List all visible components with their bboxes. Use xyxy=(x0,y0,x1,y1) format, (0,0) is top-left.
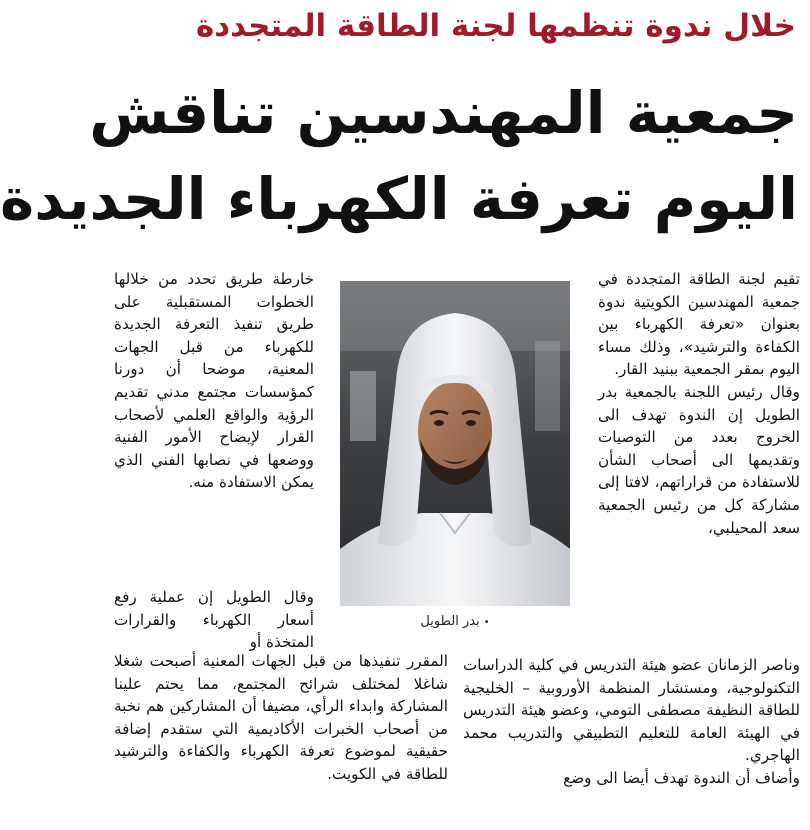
right-column xyxy=(598,268,800,539)
paragraph: خارطة طريق تحدد من خلالها الخطوات المستقبلية على طريق تنفيذ التعرفة الجديدة للكهرباء من قبل الجهات المعنية، موضحا أن دورنا كمؤسسات مجتمع مدني تقديم الرؤية والواقع العلمي لأصحاب القرار لإيضاح الأمور الفنية ووضعها في نصابها الفني الذي يمكن الاستفادة منه. xyxy=(114,270,314,492)
paragraph: وأضاف أن الندوة تهدف أيضا الى وضع xyxy=(563,768,800,787)
article-headline xyxy=(0,70,798,242)
caption-bullet: • xyxy=(483,617,490,628)
left-column-top xyxy=(114,268,314,494)
portrait-image xyxy=(340,281,570,606)
bottom-right-column xyxy=(463,654,800,790)
headline-line-2: اليوم تعرفة الكهرباء الجديدة xyxy=(0,165,798,233)
article-photo xyxy=(340,281,570,606)
headline-line-1: جمعية المهندسين تناقش xyxy=(89,79,798,147)
paragraph: المقرر تنفيذها من قبل الجهات المعنية أصبحت شغلا شاغلا لمختلف شرائح المجتمع، مما يحتم علينا المشاركة وابداء الرأي، مضيفا أن المشاركين هم نخبة من أصحاب الخبرات الأكاديمية التي ستقدم إضافة حقيقية لموضوع تعرفة الكهرباء والكفاءة والترشيد للطاقة في الكويت. xyxy=(114,652,448,783)
photo-caption xyxy=(340,613,570,632)
article-kicker: خلال ندوة تنظمها لجنة الطاقة المتجددة xyxy=(195,8,796,44)
paragraph: تقيم لجنة الطاقة المتجددة في جمعية المهندسين الكويتية ندوة بعنوان «تعرفة الكهرباء بين الكفاءة والترشيد»، وذلك مساء اليوم بمقر الجمعية ببنيد القار. xyxy=(598,270,800,379)
paragraph: وقال رئيس اللجنة بالجمعية بدر الطويل إن الندوة تهدف الى الخروج بعدد من التوصيات وتقديمها الى أصحاب الشأن للاستفادة من قراراتهم، لافتا إلى مشاركة كل من رئيس الجمعية سعد المحيلبي، xyxy=(598,382,800,537)
paragraph: وناصر الزمانان عضو هيئة التدريس في كلية الدراسات التكنولوجية، ومستشار المنظمة الأوروبية – الخليجية للطاقة النظيفة مصطفى التومي، وعضو هيئة التدريس في الهيئة العامة للتعليم التطبيقي والتدريب محمد الهاجري. xyxy=(463,656,800,765)
bottom-left-column xyxy=(114,650,448,786)
paragraph: وقال الطويل إن عملية رفع أسعار الكهرباء والقرارات المتخذة أو xyxy=(114,588,314,652)
caption-text: بدر الطويل xyxy=(420,614,480,629)
left-column-bottom xyxy=(114,586,314,654)
